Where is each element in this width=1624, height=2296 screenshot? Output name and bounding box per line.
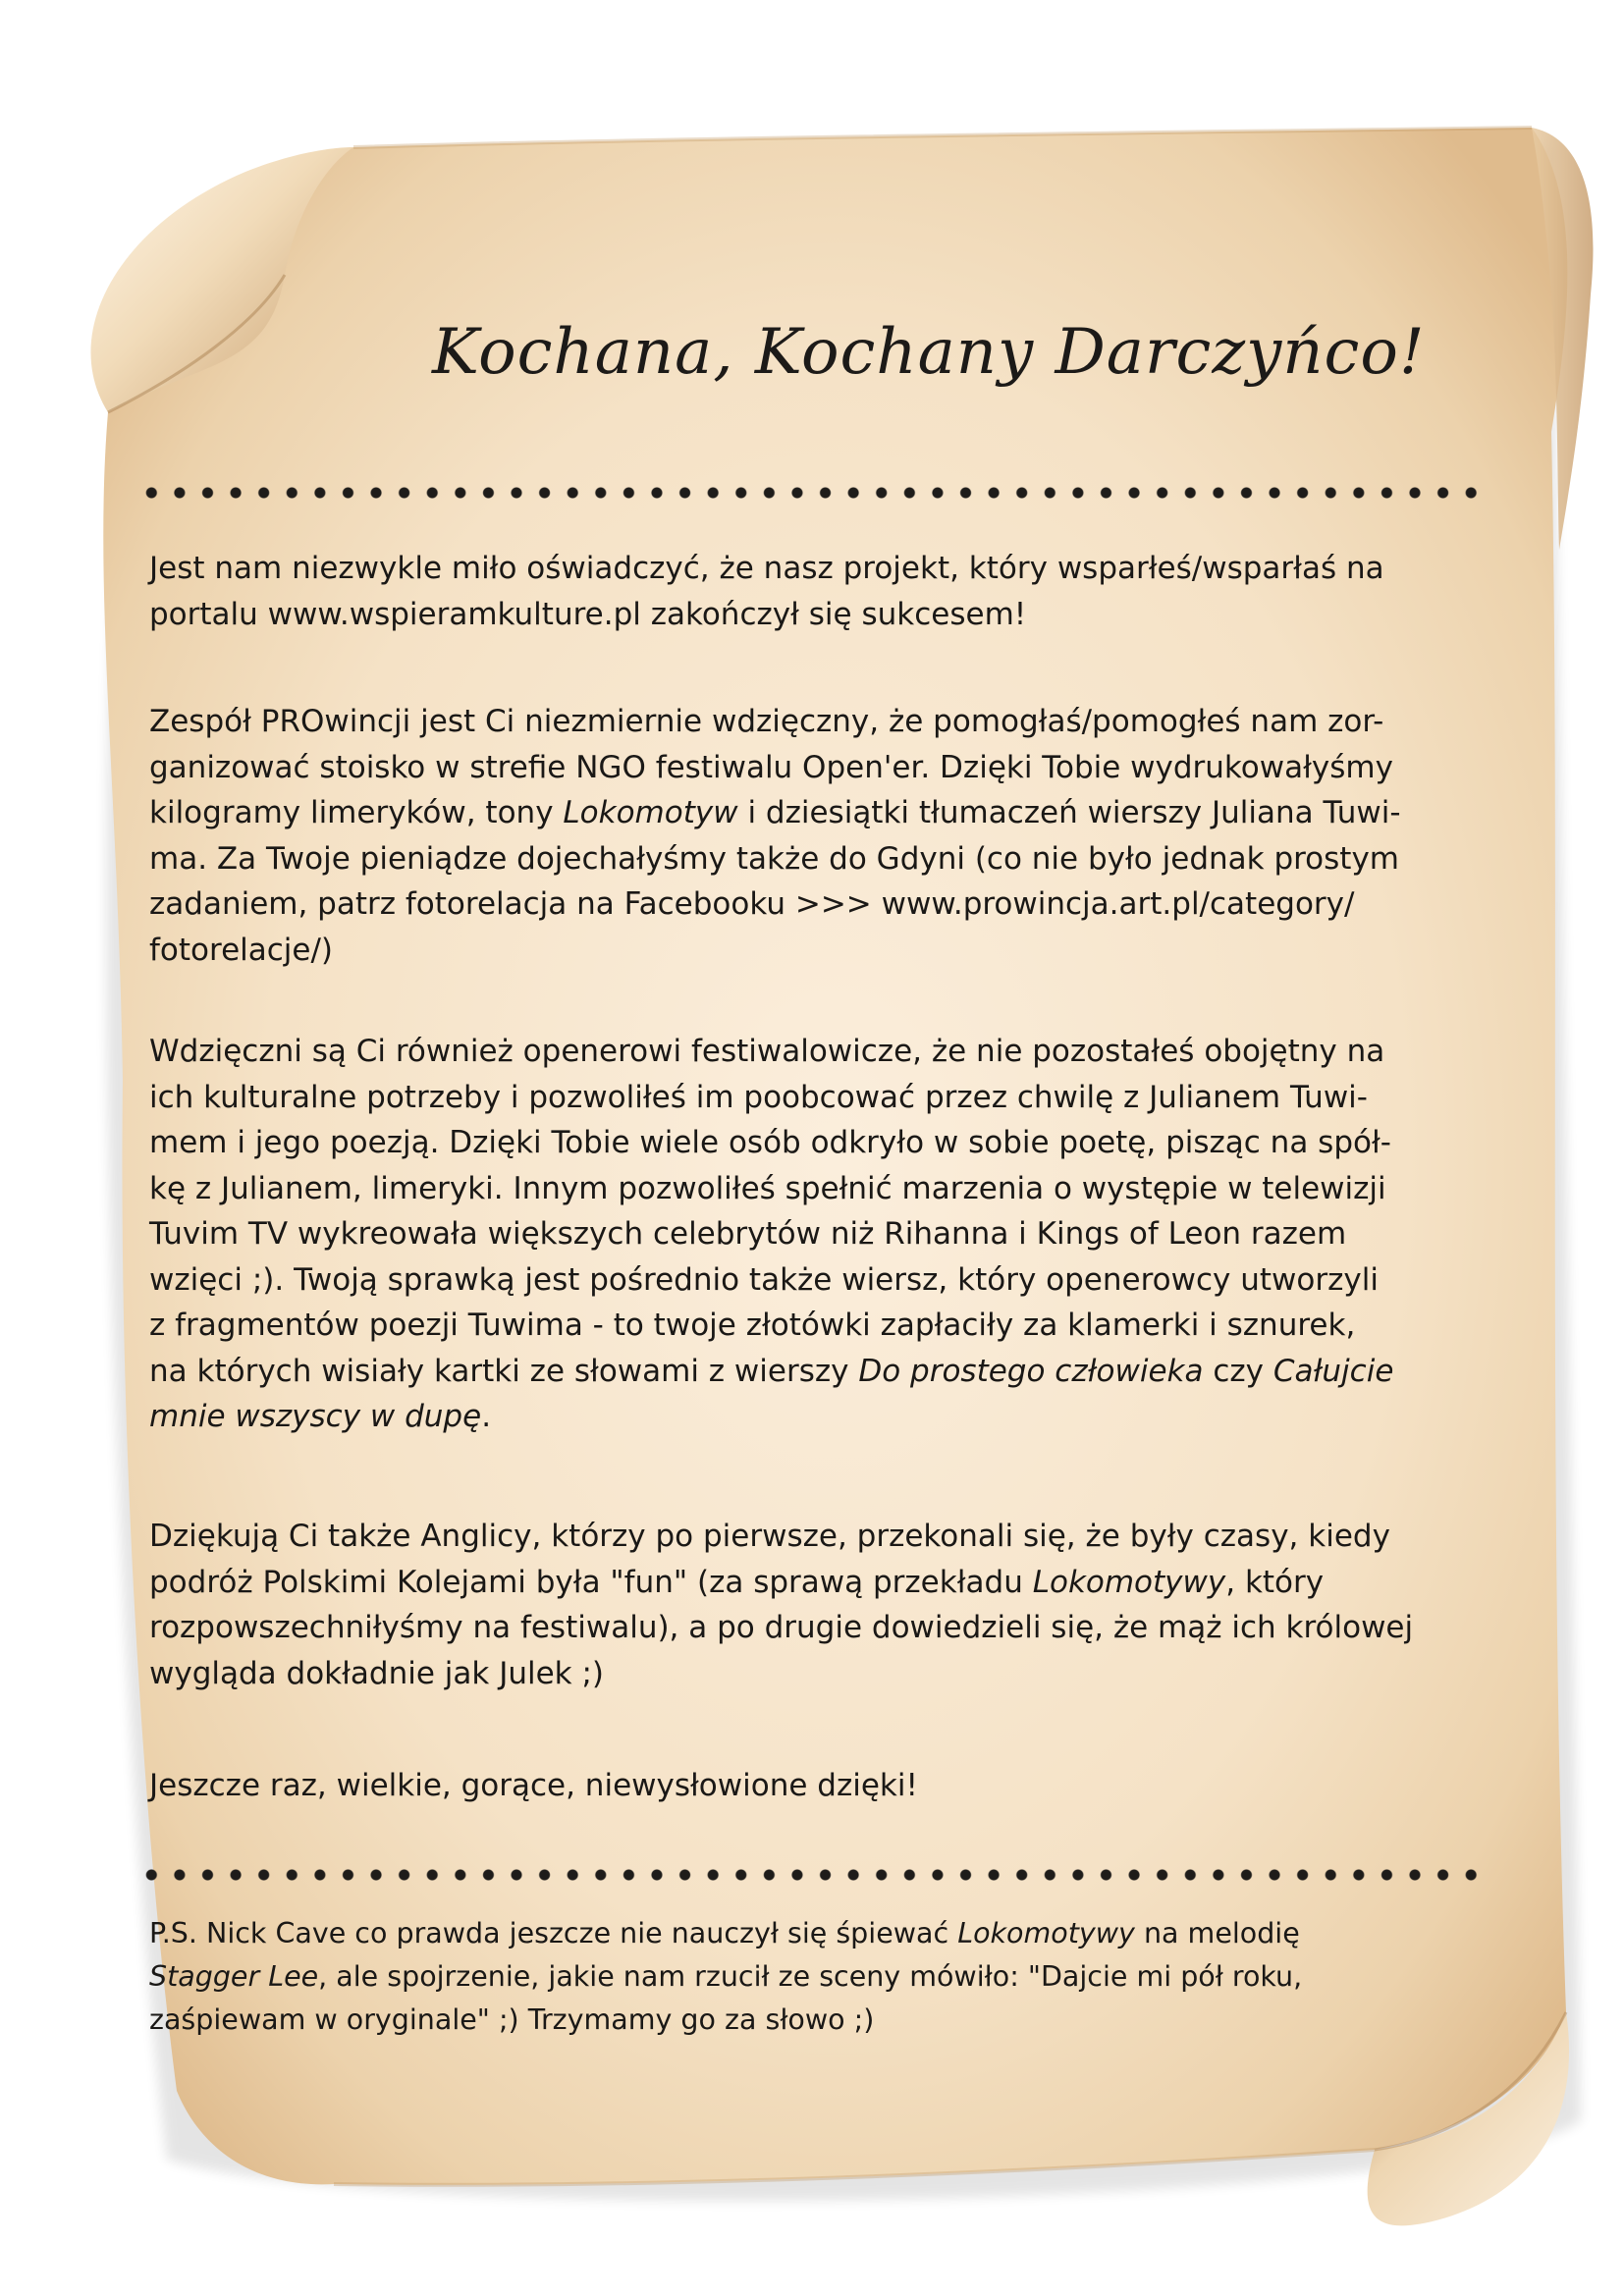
text-line: Dziękują Ci także Anglicy, którzy po pierwsze, przekonali się, że były czasy, kiedy: [149, 1519, 1390, 1554]
text-line: Zespół PROwincji jest Ci niezmiernie wdzięczny, że pomogłaś/pomogłeś nam zor-: [149, 704, 1384, 739]
postscript: [149, 1912, 1485, 2042]
text-line: rozpowszechniłyśmy na festiwalu), a po drugie dowiedzieli się, że mąż ich królowej: [149, 1610, 1414, 1645]
text-line: [149, 1394, 1514, 1440]
text-segment: czy: [1203, 1353, 1273, 1389]
text-line: [149, 1955, 1485, 1999]
text-segment: , który: [1225, 1564, 1325, 1600]
dotted-divider-bottom: [137, 1867, 1485, 1883]
italic-title: Stagger Lee: [149, 1960, 319, 1993]
text-line: [149, 1912, 1485, 1955]
text-line: [149, 1349, 1514, 1395]
text-line: [149, 790, 1514, 836]
italic-title: mnie wszyscy w dupę: [149, 1399, 482, 1434]
paragraph-festival-thanks: [149, 1029, 1514, 1440]
text-line: mem i jego poezją. Dzięki Tobie wiele osób odkryło w sobie poetę, pisząc na spół-: [149, 1125, 1391, 1160]
text-line: Jest nam niezwykle miło oświadczyć, że nasz projekt, który wsparłeś/wsparłaś na: [149, 551, 1384, 586]
text-segment: na których wisiały kartki ze słowami z wierszy: [149, 1353, 859, 1389]
text-line: kę z Julianem, limeryki. Innym pozwoliłeś spełnić marzenia o występie w telewizji: [149, 1170, 1386, 1206]
text-line: fotorelacje/): [149, 932, 334, 968]
paragraph-closing: [149, 1763, 1514, 1809]
italic-title: Do prostego człowieka: [858, 1353, 1204, 1389]
italic-title: Całujcie: [1272, 1353, 1394, 1389]
text-segment: .: [481, 1399, 492, 1434]
text-line: Jeszcze raz, wielkie, gorące, niewysłowione dzięki!: [149, 1768, 918, 1803]
dotted-divider-top: [137, 485, 1485, 501]
text-line: zadaniem, patrz fotorelacja na Facebooku >>> www.prowincja.art.pl/category/: [149, 886, 1355, 922]
text-line: zaśpiewam w oryginale" ;) Trzymamy go za słowo ;): [149, 2003, 875, 2036]
text-segment: , ale spojrzenie, jakie nam rzucił ze sceny mówiło: "Dajcie mi pół roku,: [318, 1960, 1303, 1993]
italic-title: Lokomotywy: [1032, 1564, 1226, 1600]
text-line: z fragmentów poezji Tuwima - to twoje złotówki zapłaciły za klamerki i sznurek,: [149, 1308, 1356, 1343]
paragraph-intro: [149, 546, 1514, 637]
text-segment: podróż Polskimi Kolejami była "fun" (za sprawą przekładu: [149, 1564, 1033, 1600]
text-line: ma. Za Twoje pieniądze dojechałyśmy także do Gdyni (co nie było jednak prostym: [149, 840, 1399, 877]
text-segment: na melodię: [1134, 1917, 1300, 1949]
text-segment: i dziesiątki tłumaczeń wierszy Juliana Tuwi-: [737, 795, 1401, 830]
text-line: [149, 1560, 1514, 1606]
text-line: ich kulturalne potrzeby i pozwoliłeś im poobcować przez chwilę z Julianem Tuwi-: [149, 1079, 1368, 1115]
text-line: portalu www.wspieramkulture.pl zakończył się sukcesem!: [149, 596, 1027, 632]
text-segment: P.S. Nick Cave co prawda jeszcze nie nauczył się śpiewać: [149, 1917, 958, 1949]
text-line: wygląda dokładnie jak Julek ;): [149, 1655, 605, 1691]
text-line: ganizować stoisko w strefie NGO festiwalu Open'er. Dzięki Tobie wydrukowałyśmy: [149, 749, 1393, 785]
text-segment: kilogramy limeryków, tony: [149, 795, 564, 830]
italic-title: Lokomotyw: [563, 795, 738, 830]
text-line: Tuvim TV wykreowała większych celebrytów niż Rihanna i Kings of Leon razem: [149, 1216, 1347, 1252]
letter-title: Kochana, Kochany Darczyńco!: [432, 316, 1426, 389]
text-line: wzięci ;). Twoją sprawką jest pośrednio także wiersz, który openerowcy utworzyli: [149, 1261, 1379, 1298]
paragraph-team-thanks: [149, 699, 1514, 973]
paragraph-english-thanks: [149, 1514, 1514, 1696]
text-line: Wdzięczni są Ci również openerowi festiwalowicze, że nie pozostałeś obojętny na: [149, 1034, 1385, 1069]
italic-title: Lokomotywy: [957, 1917, 1135, 1949]
